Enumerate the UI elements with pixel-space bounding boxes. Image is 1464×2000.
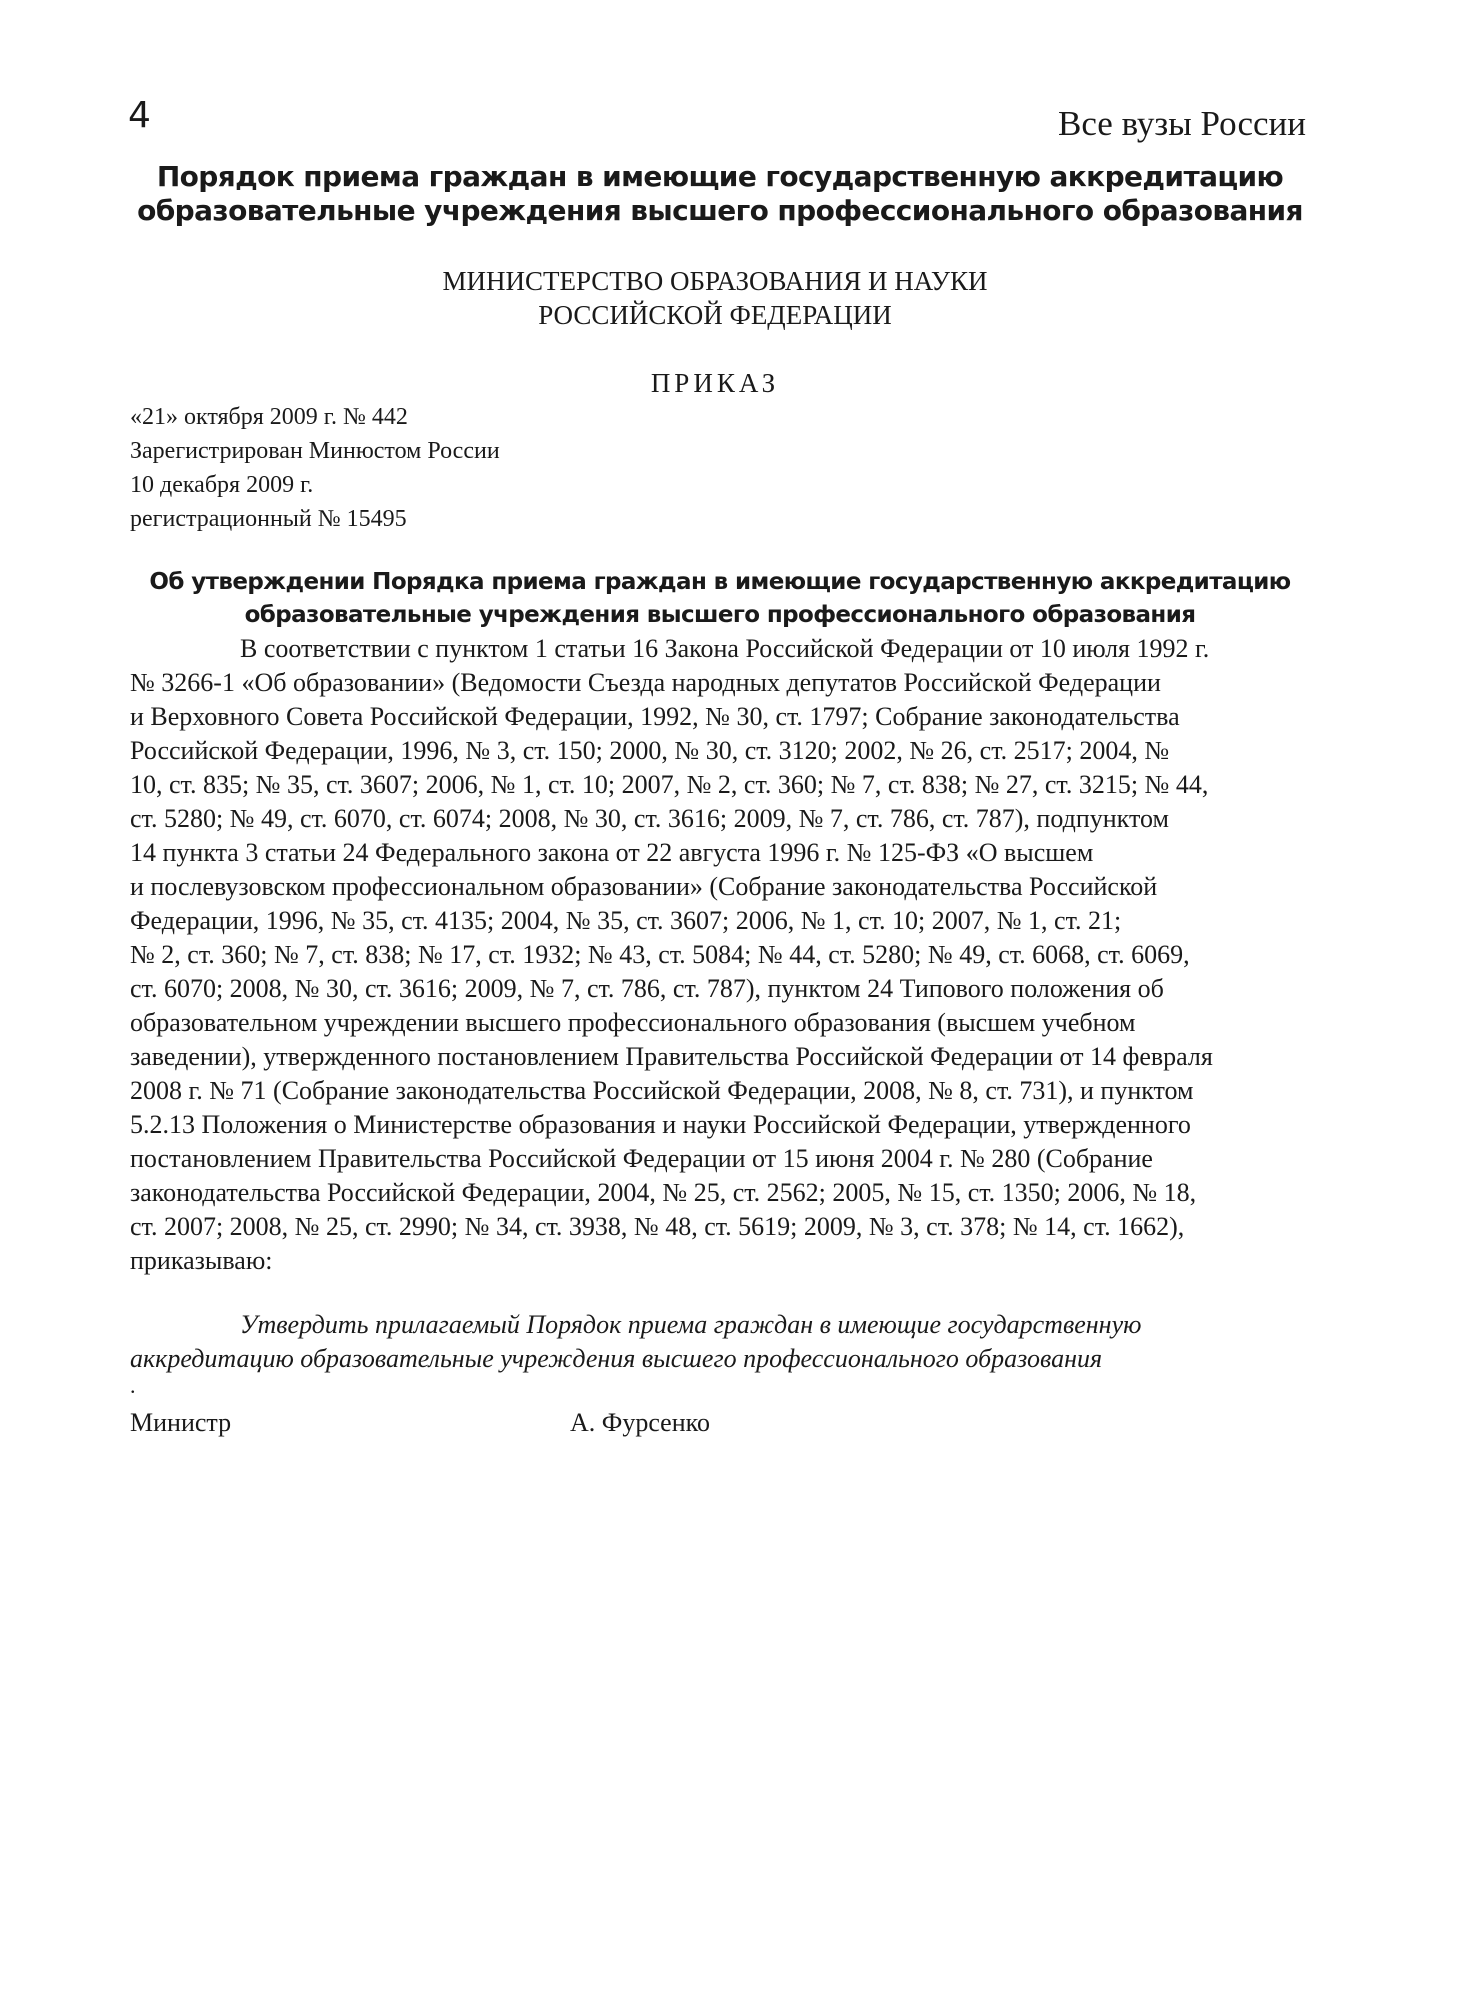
body-line: заведении), утвержденного постановлением Правительства Российской Федерации от 14 февраля <box>130 1042 1213 1071</box>
signature-name: А. Фурсенко <box>570 1408 710 1437</box>
issuer-block <box>300 264 1130 332</box>
registration-line: регистрационный № 15495 <box>130 506 407 532</box>
main-title-line: Порядок приема граждан в имеющие государственную аккредитацию <box>156 160 1284 193</box>
body-line: 5.2.13 Положения о Министерстве образования и науки Российской Федерации, утвержденного <box>130 1110 1191 1139</box>
main-title <box>130 160 1310 228</box>
body-line: ст. 2007; 2008, № 25, ст. 2990; № 34, ст. 3938, № 48, ст. 5619; 2009, № 3, ст. 378; № 14, ст. 1662), <box>130 1212 1185 1241</box>
body-line: Российской Федерации, 1996, № 3, ст. 150; 2000, № 30, ст. 3120; 2002, № 26, ст. 2517; 2004, № <box>130 736 1170 765</box>
body-line: 10, ст. 835; № 35, ст. 3607; 2006, № 1, ст. 10; 2007, № 2, ст. 360; № 7, ст. 838; № 27, ст. 3215; № 44, <box>130 770 1209 799</box>
body-line: образовательном учреждении высшего профессионального образования (высшем учебном <box>130 1008 1136 1037</box>
issuer-line: РОССИЙСКОЙ ФЕДЕРАЦИИ <box>538 300 892 330</box>
body-line: и Верховного Совета Российской Федерации, 1992, № 30, ст. 1797; Собрание законодательства <box>130 702 1180 731</box>
body-line: и послевузовском профессиональном образовании» (Собрание законодательства Российской <box>130 872 1158 901</box>
issuer-line: МИНИСТЕРСТВО ОБРАЗОВАНИЯ И НАУКИ <box>442 266 988 296</box>
registration-line: «21» октября 2009 г. № 442 <box>130 404 408 430</box>
order-body <box>130 632 1310 1278</box>
body-line: ст. 5280; № 49, ст. 6070, ст. 6074; 2008, № 30, ст. 3616; 2009, № 7, ст. 786, ст. 787), подпунктом <box>130 804 1169 833</box>
body-line: 14 пункта 3 статьи 24 Федерального закона от 22 августа 1996 г. № 125-ФЗ «О высшем <box>130 838 1094 867</box>
order-title-line: образовательные учреждения высшего профессионального образования <box>244 602 1196 628</box>
body-line: № 3266-1 «Об образовании» (Ведомости Съезда народных депутатов Российской Федерации <box>130 668 1161 697</box>
decree-line: Утвердить прилагаемый Порядок приема граждан в имеющие государственную <box>240 1310 1142 1339</box>
registration-line: Зарегистрирован Минюстом России <box>130 438 500 464</box>
body-line: приказываю: <box>130 1246 273 1275</box>
body-line: законодательства Российской Федерации, 2004, № 25, ст. 2562; 2005, № 15, ст. 1350; 2006, № 18, <box>130 1178 1197 1207</box>
registration-line: 10 декабря 2009 г. <box>130 472 314 498</box>
decree-text <box>130 1308 1310 1376</box>
body-line: В соответствии с пунктом 1 статьи 16 Закона Российской Федерации от 10 июля 1992 г. <box>240 634 1210 663</box>
signature-role: Министр <box>130 1408 232 1437</box>
body-line: 2008 г. № 71 (Собрание законодательства Российской Федерации, 2008, № 8, ст. 731), и пунктом <box>130 1076 1194 1105</box>
registration-block <box>130 400 500 536</box>
main-title-line: образовательные учреждения высшего профессионального образования <box>137 194 1303 227</box>
order-heading: ПРИКАЗ <box>650 368 780 398</box>
order-title <box>130 566 1310 632</box>
page-number: 4 <box>128 95 151 136</box>
decree-line: аккредитацию образовательные учреждения высшего профессионального образования <box>130 1344 1103 1373</box>
running-head: Все вузы России <box>1057 104 1306 143</box>
body-line: № 2, ст. 360; № 7, ст. 838; № 17, ст. 1932; № 43, ст. 5084; № 44, ст. 5280; № 49, ст. 6068, ст. 6069, <box>130 940 1190 969</box>
body-line: Федерации, 1996, № 35, ст. 4135; 2004, № 35, ст. 3607; 2006, № 1, ст. 10; 2007, № 1, ст. 21; <box>130 906 1122 935</box>
body-line: постановлением Правительства Российской Федерации от 15 июня 2004 г. № 280 (Собрание <box>130 1144 1153 1173</box>
decree-trailing-mark: . <box>130 1373 136 1398</box>
body-line: ст. 6070; 2008, № 30, ст. 3616; 2009, № 7, ст. 786, ст. 787), пунктом 24 Типового положения об <box>130 974 1164 1003</box>
order-title-line: Об утверждении Порядка приема граждан в имеющие государственную аккредитацию <box>149 569 1291 595</box>
